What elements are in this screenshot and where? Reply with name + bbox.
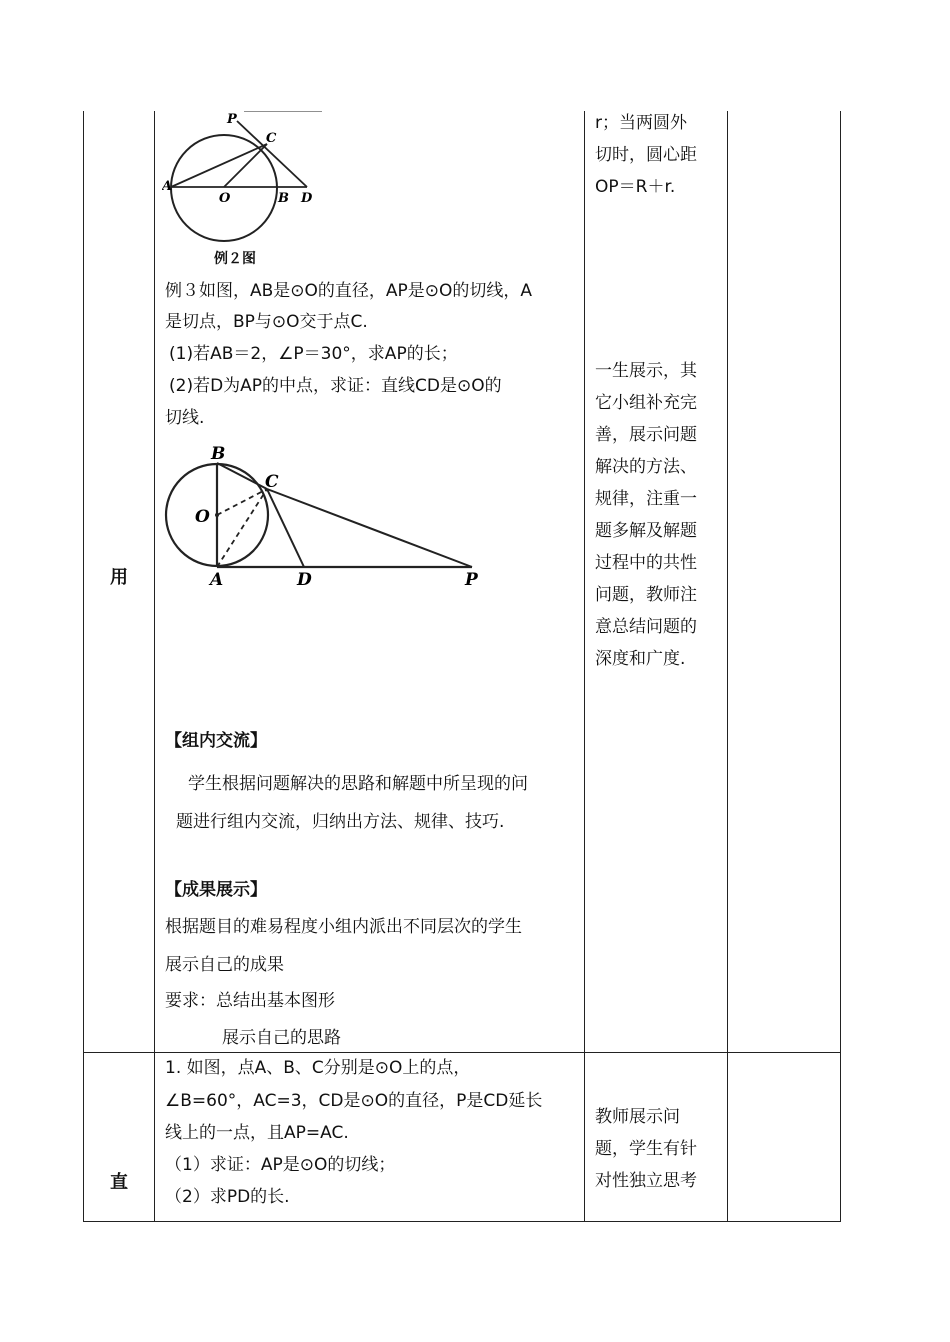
note-line: 教师展示问 — [595, 1107, 680, 1127]
exercise1-line1: 1. 如图，点A、B、C分别是⊙O上的点， — [165, 1058, 471, 1078]
note-line: 过程中的共性 — [595, 553, 697, 573]
column-divider — [584, 111, 585, 1221]
note-line: 一生展示，其 — [595, 361, 697, 381]
fig3-label-d: D — [297, 570, 312, 590]
teacher-note-row2 — [595, 1101, 697, 1197]
fig2-label-d: D — [301, 191, 313, 206]
note-line: 解决的方法、 — [595, 457, 697, 477]
group-exchange-line2: 题进行组内交流，归纳出方法、规律、技巧. — [176, 812, 505, 832]
fig3-label-b: B — [211, 444, 226, 464]
fig3-label-p: P — [465, 570, 478, 590]
fig2-label-b: B — [278, 191, 289, 206]
example3-line2: 是切点，BP与⊙O交于点C. — [165, 312, 368, 332]
exercise1-question2: （2）求PD的长. — [165, 1187, 290, 1207]
results-requirement2: 展示自己的思路 — [222, 1028, 341, 1048]
exercise1-question1: （1）求证：AP是⊙O的切线； — [165, 1155, 396, 1175]
group-exchange-line1: 学生根据问题解决的思路和解题中所呈现的问 — [188, 774, 528, 794]
results-requirement1: 要求：总结出基本图形 — [165, 991, 335, 1011]
row-divider — [84, 1052, 840, 1053]
example3-question2-line2: 切线. — [165, 408, 205, 428]
exercise1-line2: ∠B=60°，AC=3，CD是⊙O的直径，P是CD延长 — [165, 1091, 543, 1111]
example-3-figure — [162, 439, 492, 599]
lesson-table — [83, 111, 841, 1222]
fig2-line-oc — [224, 144, 267, 187]
fig2-label-o: O — [219, 191, 231, 206]
note-line: 规律，注重一 — [595, 489, 697, 509]
fig2-label-a: A — [162, 179, 173, 194]
note-line: OP＝R＋r. — [595, 177, 676, 197]
results-line1: 根据题目的难易程度小组内派出不同层次的学生 — [165, 917, 522, 937]
fig3-center-dot — [215, 513, 219, 517]
note-line: 问题，教师注 — [595, 585, 697, 605]
example3-question2-line1: (2)若D为AP的中点，求证：直线CD是⊙O的 — [169, 376, 502, 396]
fig2-label-c: C — [266, 131, 277, 146]
results-heading: 【成果展示】 — [165, 880, 267, 900]
teacher-note-middle — [595, 355, 697, 675]
fig3-label-a: A — [210, 570, 224, 590]
note-line: 题多解及解题 — [595, 521, 697, 541]
row-label-yong: 用 — [110, 567, 128, 588]
fig3-dashed-ac — [217, 489, 267, 567]
example3-line1: 例３如图，AB是⊙O的直径，AP是⊙O的切线，A — [165, 281, 533, 301]
fig3-label-c: C — [265, 472, 279, 492]
note-line: 它小组补充完 — [595, 393, 697, 413]
teacher-note-top — [595, 107, 697, 203]
note-line: 善，展示问题 — [595, 425, 697, 445]
fig3-dashed-oc — [217, 489, 267, 515]
note-line: 对性独立思考 — [595, 1171, 697, 1191]
fig2-caption: 例２图 — [214, 251, 256, 267]
group-exchange-heading: 【组内交流】 — [165, 731, 267, 751]
column-divider — [154, 111, 155, 1221]
fig2-label-p: P — [227, 112, 237, 127]
column-divider — [727, 111, 728, 1221]
note-line: 深度和广度. — [595, 649, 686, 669]
example-2-figure — [162, 111, 332, 251]
note-line: 意总结问题的 — [595, 617, 697, 637]
exercise1-line3: 线上的一点，且AP=AC. — [165, 1123, 349, 1143]
fig3-label-o: O — [195, 507, 210, 527]
example3-question1: (1)若AB＝2，∠P＝30°，求AP的长； — [169, 344, 458, 364]
note-line: 切时，圆心距 — [595, 145, 697, 165]
results-line2: 展示自己的成果 — [165, 955, 284, 975]
note-line: 题，学生有针 — [595, 1139, 697, 1159]
row-label-zhi: 直 — [110, 1172, 128, 1193]
fig3-line-bc — [217, 463, 267, 489]
note-line: r；当两圆外 — [595, 113, 687, 133]
